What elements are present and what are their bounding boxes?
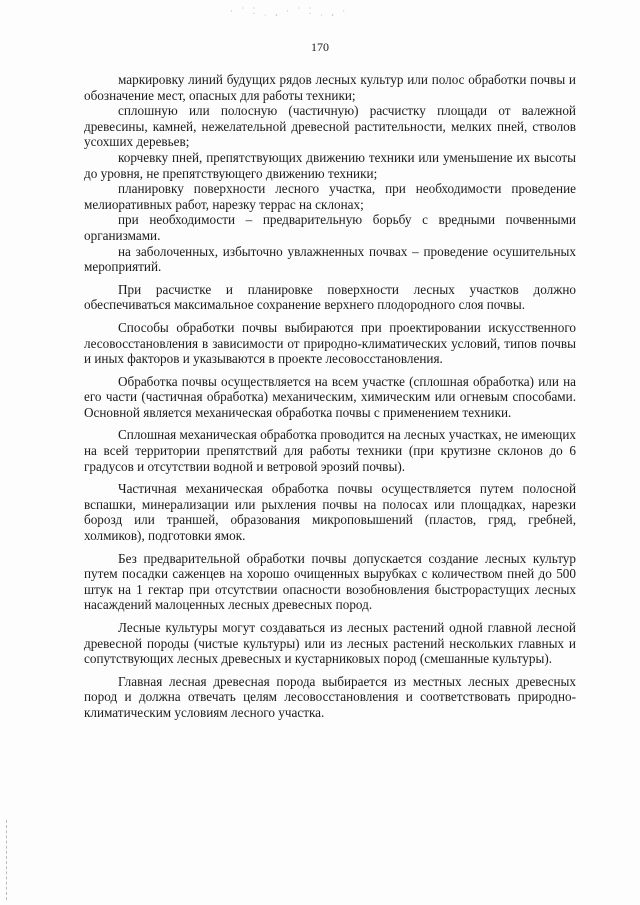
paragraph: Частичная механическая обработка почвы осуществляется путем полосной вспашки, минерализации или рыхления почвы на полосах или площадках, нарезки борозд или траншей, образования микроповышений (пластов, гряд, гребней, холмиков), подготовки ямок. bbox=[84, 481, 576, 544]
paragraph: планировку поверхности лесного участка, при необходимости проведение мелиоративных работ, нарезку террас на склонах; bbox=[84, 181, 576, 212]
paragraph: Главная лесная древесная порода выбирается из местных лесных древесных пород и должна отвечать целям лесовосстановления и соответствовать природно-климатическим условиям лесного участка. bbox=[84, 673, 576, 720]
paragraph: сплошную или полосную (частичную) расчистку площади от валежной древесины, камней, нежелательной древесной растительности, мелких пней, стволов усохших деревьев; bbox=[84, 103, 576, 150]
paragraph: на заболоченных, избыточно увлажненных почвах – проведение осушительных мероприятий. bbox=[84, 243, 576, 275]
scan-artifact: · ˙ ⁚ ˌ ¸ · ˙ ⁚ ˌ ¸ · bbox=[230, 6, 349, 16]
paragraph: При расчистке и планировке поверхности лесных участков должно обеспечиваться максимальное сохранение верхнего плодородного слоя почвы. bbox=[84, 281, 576, 313]
paragraph: Без предварительной обработки почвы допускается создание лесных культур путем посадки саженцев на хорошо очищенных вырубках с количеством пней до 500 штук на 1 гектар при отсутствии опасности возобновления быстрорастущих лесных насаждений малоценных лесных древесных пород. bbox=[84, 550, 576, 613]
paragraph: Сплошная механическая обработка проводится на лесных участках, не имеющих на всей территории препятствий для работы техники (при крутизне склонов до 6 градусов и отсутствии водной и ветровой эрозий почвы). bbox=[84, 427, 576, 474]
paragraph: маркировку линий будущих рядов лесных культур или полос обработки почвы и обозначение мест, опасных для работы техники; bbox=[84, 72, 576, 103]
page-number: 170 bbox=[311, 40, 329, 54]
scan-margin-mark bbox=[6, 820, 9, 900]
body-text bbox=[84, 72, 576, 721]
paragraph: корчевку пней, препятствующих движению техники или уменьшение их высоты до уровня, не препятствующего движению техники; bbox=[84, 149, 576, 181]
paragraph: Обработка почвы осуществляется на всем участке (сплошная обработка) или на его части (частичная обработка) механическим, химическим или огневым способами. Основной является механическая обработка почвы с применением техники. bbox=[84, 373, 576, 420]
paragraph: Лесные культуры могут создаваться из лесных растений одной главной лесной древесной породы (чистые культуры) или из лесных растений нескольких главных и сопутствующих лесных древесных и кустарниковых пород (смешанные культуры). bbox=[84, 620, 576, 667]
paragraph: при необходимости – предварительную борьбу с вредными почвенными организмами. bbox=[84, 212, 576, 243]
paragraph: Способы обработки почвы выбираются при проектировании искусственного лесовосстановления в зависимости от природно-климатических условий, типов почвы и иных факторов и указываются в проекте лесовосстановления. bbox=[84, 319, 576, 367]
